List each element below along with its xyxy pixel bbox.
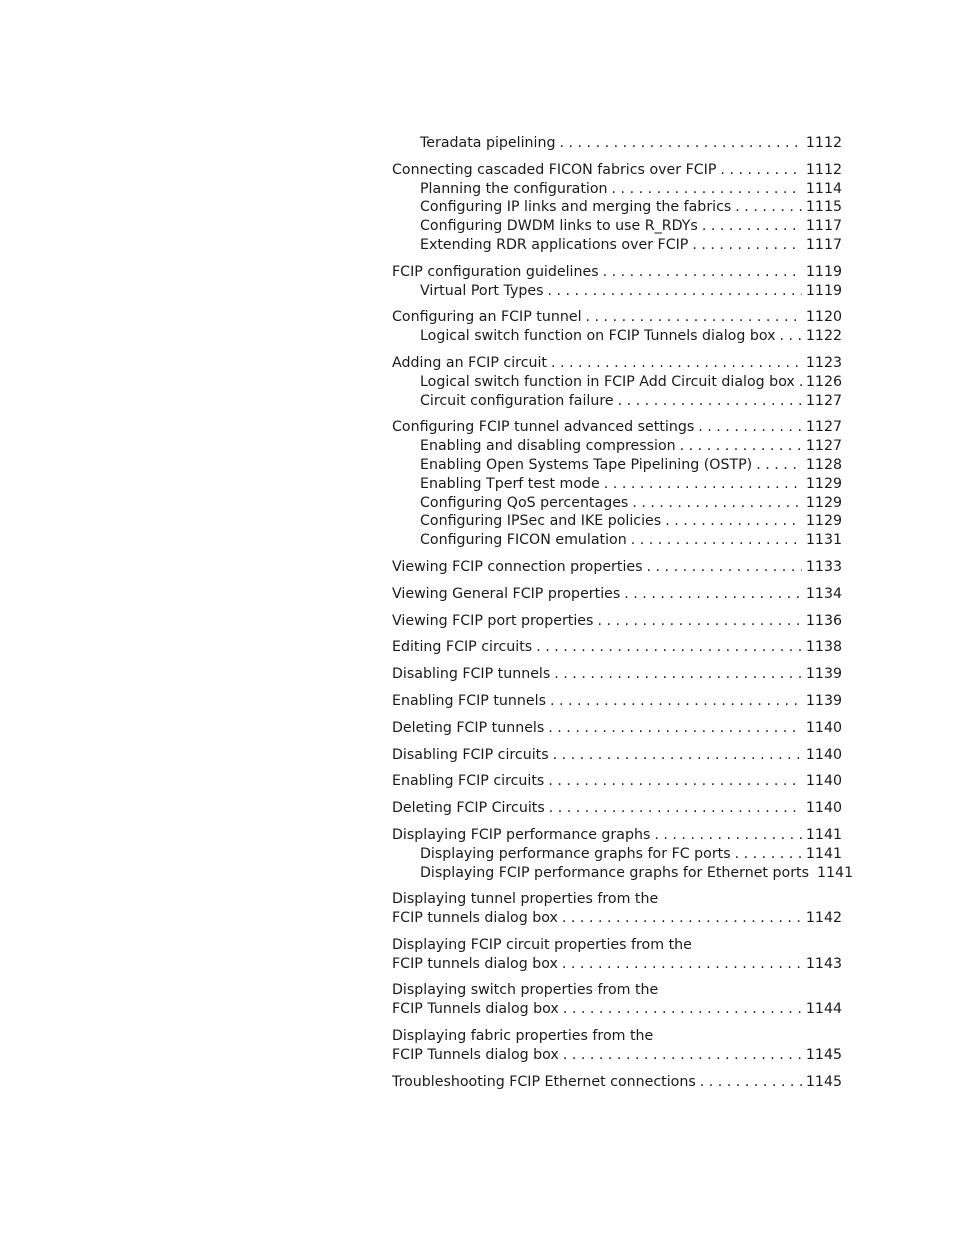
toc-entry-label: FCIP Tunnels dialog box	[392, 1046, 559, 1063]
toc-page-number: 1122	[805, 328, 842, 345]
toc-entry[interactable]	[392, 692, 842, 711]
toc-page-number: 1145	[805, 1046, 842, 1063]
toc-page-number: 1127	[805, 438, 842, 455]
dot-leader	[562, 909, 802, 928]
toc-entry-label: Configuring DWDM links to use R_RDYs	[420, 218, 698, 235]
dot-leader	[551, 354, 802, 373]
toc-entry-label: Configuring FICON emulation	[420, 532, 627, 549]
dot-leader	[700, 1073, 802, 1092]
dot-leader	[553, 746, 802, 765]
toc-group	[392, 936, 842, 974]
toc-entry[interactable]	[392, 612, 842, 631]
toc-subentry[interactable]	[392, 531, 842, 550]
toc-subentry[interactable]	[392, 327, 842, 346]
toc-entry-label: Viewing General FCIP properties	[392, 585, 621, 602]
dot-leader	[631, 531, 802, 550]
toc-entry[interactable]	[392, 772, 842, 791]
toc-entry-label: Disabling FCIP tunnels	[392, 666, 551, 683]
toc-subentry[interactable]	[392, 217, 842, 236]
toc-page-number: 1139	[805, 692, 842, 709]
toc-group	[392, 772, 842, 791]
toc-subentry[interactable]	[392, 392, 842, 411]
toc-page-number: 1129	[805, 513, 842, 530]
toc-entry-label: Deleting FCIP tunnels	[392, 719, 545, 736]
toc-entry-label: Disabling FCIP circuits	[392, 746, 549, 763]
toc-entry[interactable]	[392, 161, 842, 180]
toc-group	[392, 1073, 842, 1092]
toc-subentry[interactable]	[392, 198, 842, 217]
toc-page-number: 1119	[805, 263, 842, 280]
toc-entry[interactable]	[392, 585, 842, 604]
toc-entry-label: Deleting FCIP Circuits	[392, 800, 545, 817]
dot-leader	[624, 585, 802, 604]
toc-group	[392, 308, 842, 346]
toc-entry[interactable]	[392, 1073, 842, 1092]
dot-leader	[680, 437, 802, 456]
toc-page-number: 1127	[805, 419, 842, 436]
toc-entry-label: Planning the configuration	[420, 180, 608, 197]
toc-entry[interactable]	[392, 719, 842, 738]
toc-entry[interactable]	[392, 1000, 842, 1019]
toc-entry[interactable]	[392, 354, 842, 373]
toc-entry-label: FCIP tunnels dialog box	[392, 910, 558, 927]
toc-page-number: 1141	[805, 845, 842, 862]
toc-page-number: 1141	[805, 826, 842, 843]
toc-entry[interactable]	[392, 665, 842, 684]
dot-leader	[550, 692, 802, 711]
toc-page-number: 1112	[805, 161, 842, 178]
dot-leader	[563, 1046, 802, 1065]
toc-entry[interactable]	[392, 1046, 842, 1065]
toc-group	[392, 665, 842, 684]
toc-page-number: 1119	[805, 282, 842, 299]
toc-group	[392, 799, 842, 818]
toc-entry[interactable]	[392, 558, 842, 577]
toc-entry-label: Configuring an FCIP tunnel	[392, 309, 582, 326]
toc-entry-label: Virtual Port Types	[420, 282, 544, 299]
toc-page-number: 1145	[805, 1073, 842, 1090]
toc-page-number: 1112	[805, 135, 842, 151]
toc-group	[392, 161, 842, 255]
toc-group	[392, 558, 842, 577]
toc-entry-label: Configuring QoS percentages	[420, 494, 629, 511]
toc-entry-label: FCIP tunnels dialog box	[392, 955, 558, 972]
dot-leader	[702, 217, 802, 236]
toc-entry-label: Logical switch function in FCIP Add Circuit dialog box	[420, 373, 795, 390]
toc-group	[392, 692, 842, 711]
toc-page-number: 1136	[805, 612, 842, 629]
toc-page-number: 1120	[805, 309, 842, 326]
toc-page-number: 1134	[805, 585, 842, 602]
toc-entry[interactable]	[392, 955, 842, 974]
toc-group	[392, 354, 842, 410]
toc-entry-label: Editing FCIP circuits	[392, 639, 533, 656]
toc-subentry[interactable]	[392, 845, 842, 864]
toc-entry-label: FCIP configuration guidelines	[392, 263, 599, 280]
toc-page-number: 1115	[805, 199, 842, 216]
toc-subentry[interactable]	[392, 456, 842, 475]
toc-entry-label: Logical switch function on FCIP Tunnels dialog box	[420, 328, 776, 345]
toc-entry-label: FCIP Tunnels dialog box	[392, 1001, 559, 1018]
toc-entry-label: Enabling FCIP circuits	[392, 773, 545, 790]
toc-entry-label: Displaying performance graphs for FC ports	[420, 845, 731, 862]
toc-page-number: 1140	[805, 800, 842, 817]
dot-leader	[612, 180, 802, 199]
toc-page-number: 1123	[805, 354, 842, 371]
toc-entry-label: Enabling FCIP tunnels	[392, 692, 546, 709]
toc-entry-label: Displaying FCIP performance graphs	[392, 826, 651, 843]
dot-leader	[756, 456, 802, 475]
dot-leader	[654, 826, 802, 845]
toc-group	[392, 263, 842, 301]
toc-page-number: 1140	[805, 773, 842, 790]
toc-group	[392, 1027, 842, 1065]
toc-page-number: 1141	[816, 864, 854, 881]
toc-group	[392, 418, 842, 550]
toc-subentry[interactable]	[392, 494, 842, 513]
dot-leader	[618, 392, 802, 411]
toc-group	[392, 890, 842, 928]
toc-page-number: 1140	[805, 719, 842, 736]
toc-group	[392, 134, 842, 153]
dot-leader	[665, 512, 802, 531]
toc-page-number: 1140	[805, 746, 842, 763]
dot-leader	[604, 475, 802, 494]
toc-page-number: 1117	[805, 236, 842, 253]
toc-subentry[interactable]	[392, 864, 854, 883]
toc-subentry[interactable]	[392, 180, 842, 199]
toc-page-number: 1131	[805, 532, 842, 549]
dot-leader	[554, 665, 802, 684]
toc-page-number: 1139	[805, 666, 842, 683]
toc-page-number: 1144	[805, 1001, 842, 1018]
toc-entry-label: Troubleshooting FCIP Ethernet connections	[392, 1073, 696, 1090]
toc-page-number: 1138	[805, 639, 842, 656]
toc-subentry[interactable]	[392, 512, 842, 531]
dot-leader	[698, 418, 802, 437]
toc-group	[392, 981, 842, 1019]
toc-page-number: 1127	[805, 392, 842, 409]
toc-group	[392, 719, 842, 738]
toc-group	[392, 826, 854, 882]
toc-page-number: 1142	[805, 910, 842, 927]
dot-leader	[563, 1000, 802, 1019]
toc-subentry[interactable]	[392, 236, 842, 255]
dot-leader	[559, 134, 801, 153]
toc-page-number: 1129	[805, 475, 842, 492]
toc-entry[interactable]	[392, 799, 842, 818]
toc-page-number: 1128	[805, 456, 842, 473]
toc-group	[392, 612, 842, 631]
toc-entry-label: Enabling Open Systems Tape Pipelining (OSTP)	[420, 456, 753, 473]
toc-entry-label: Displaying FCIP performance graphs for Ethernet ports	[420, 864, 809, 881]
toc-entry[interactable]	[392, 263, 842, 282]
toc-group	[392, 585, 842, 604]
toc-page-number: 1129	[805, 494, 842, 511]
toc-entry-title-line[interactable]: Displaying switch properties from the	[392, 982, 659, 999]
dot-leader	[536, 638, 802, 657]
dot-leader	[548, 772, 802, 791]
toc-entry-label: Configuring IP links and merging the fabrics	[420, 199, 732, 216]
toc-page-number: 1143	[805, 955, 842, 972]
toc-entry[interactable]	[392, 308, 842, 327]
toc-subentry[interactable]	[392, 134, 842, 153]
dot-leader	[632, 494, 802, 513]
dot-leader	[597, 612, 801, 631]
toc-entry-label: Configuring IPSec and IKE policies	[420, 513, 662, 530]
toc-page-number: 1117	[805, 218, 842, 235]
toc-entry-label: Viewing FCIP port properties	[392, 612, 594, 629]
toc-group	[392, 638, 842, 657]
dot-leader	[692, 236, 802, 255]
toc-entry-label: Adding an FCIP circuit	[392, 354, 547, 371]
dot-leader	[586, 308, 802, 327]
toc-entry-label: Enabling and disabling compression	[420, 438, 676, 455]
toc-entry-label: Teradata pipelining	[420, 135, 556, 151]
dot-leader	[547, 282, 801, 301]
dot-leader	[799, 373, 802, 392]
toc-entry-title-line[interactable]: Displaying FCIP circuit properties from the	[392, 936, 692, 953]
dot-leader	[735, 845, 802, 864]
toc-entry[interactable]	[392, 746, 842, 765]
dot-leader	[548, 719, 802, 738]
toc-entry[interactable]	[392, 909, 842, 928]
dot-leader	[603, 263, 802, 282]
dot-leader	[720, 161, 801, 180]
dot-leader	[647, 558, 802, 577]
toc-page-number: 1133	[805, 558, 842, 575]
toc-entry[interactable]	[392, 418, 842, 437]
toc-entry-title-line[interactable]: Displaying fabric properties from the	[392, 1028, 654, 1045]
toc-page-number: 1114	[805, 180, 842, 197]
toc-group	[392, 746, 842, 765]
toc-subentry[interactable]	[392, 437, 842, 456]
dot-leader	[549, 799, 802, 818]
toc-subentry[interactable]	[392, 282, 842, 301]
toc-entry-label: Viewing FCIP connection properties	[392, 558, 643, 575]
toc-entry-label: Connecting cascaded FICON fabrics over FCIP	[392, 161, 717, 178]
toc-page-number: 1126	[805, 373, 842, 390]
toc-subentry[interactable]	[392, 475, 842, 494]
toc-entry-label: Configuring FCIP tunnel advanced settings	[392, 419, 695, 436]
toc-subentry[interactable]	[392, 373, 842, 392]
toc-entry[interactable]	[392, 638, 842, 657]
toc-entry[interactable]	[392, 826, 842, 845]
dot-leader	[779, 327, 801, 346]
toc-entry-title-line[interactable]: Displaying tunnel properties from the	[392, 891, 659, 908]
table-of-contents	[392, 134, 854, 1099]
dot-leader	[562, 955, 802, 974]
toc-entry-label: Circuit configuration failure	[420, 392, 614, 409]
dot-leader	[735, 198, 802, 217]
toc-entry-label: Extending RDR applications over FCIP	[420, 236, 689, 253]
toc-entry-label: Enabling Tperf test mode	[420, 475, 600, 492]
